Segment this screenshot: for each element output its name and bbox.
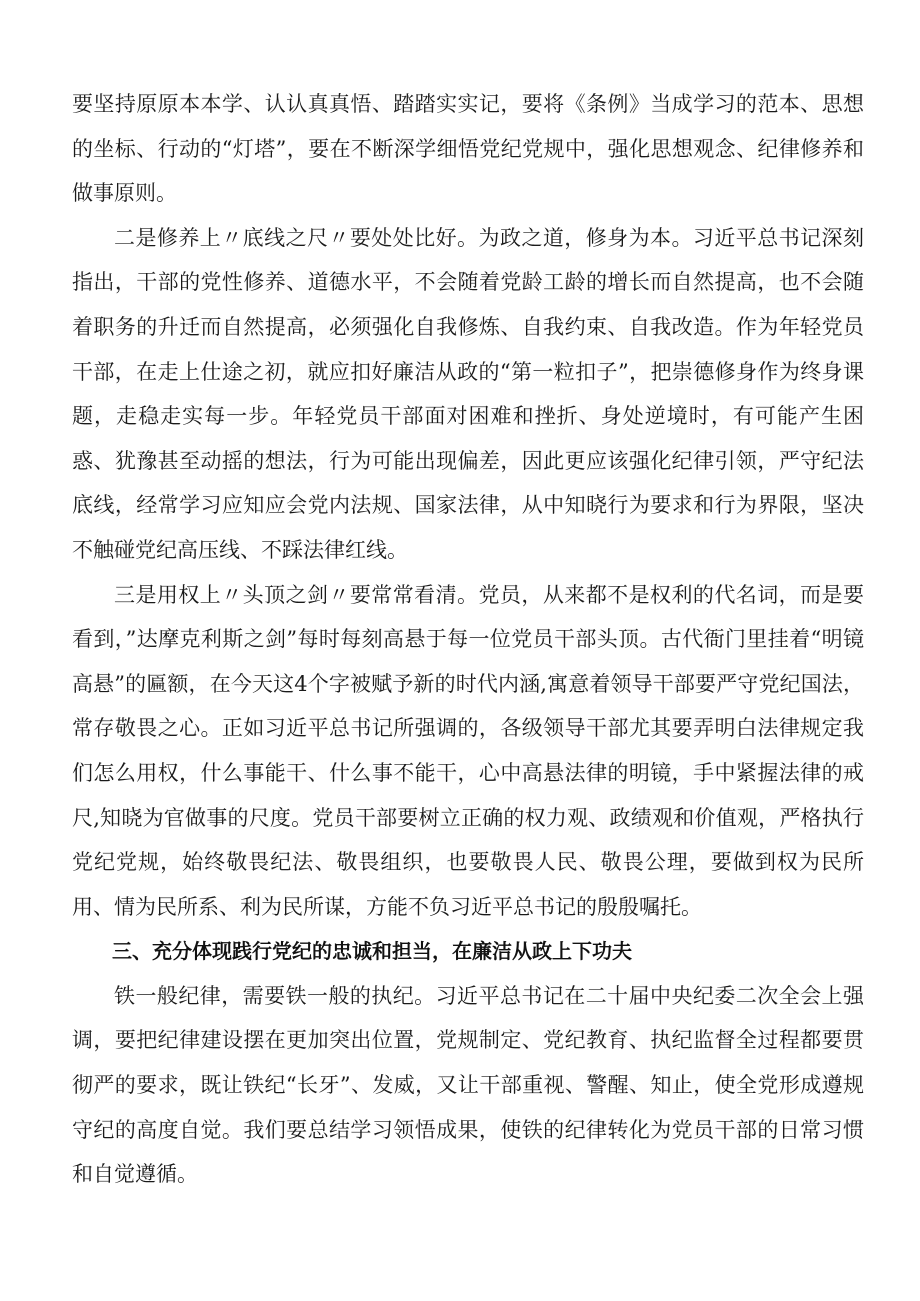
- paragraph-power-use: 三是用权上〃头顶之剑〃要常常看清。党员，从来都不是权利的代名词，而是要看到，”达摩克利斯之剑”每时每刻高悬于每一位党员干部头顶。古代衙门里挂着“明镜高悬”的匾额，在今天这4个字被赋予新的时代内涵,寓意着领导干部要严守党纪国法，常存敬畏之心。正如习近平总书记所强调的，各级领导干部尤其要弄明白法律规定我们怎么用权，什么事能干、什么事不能干，心中高悬法律的明镜，手中紧握法律的戒尺,知晓为官做事的尺度。党员干部要树立正确的权力观、政绩观和价值观，严格执行党纪党规，始终敬畏纪法、敬畏组织，也要敬畏人民、敬畏公理，要做到权为民所用、情为民所系、利为民所谋，方能不负习近平总书记的殷殷嘱托。: [72, 582, 864, 919]
- paragraph-continuation: 要坚持原原本本学、认认真真悟、踏踏实实记，要将《条例》当成学习的范本、思想的坐标、行动的“灯塔”，要在不断深学细悟党纪党规中，强化思想观念、纪律修养和做事原则。: [72, 92, 864, 206]
- paragraph-self-cultivation: 二是修养上〃底线之尺〃要处处比好。为政之道，修身为本。习近平总书记深刻指出，干部的党性修养、道德水平，不会随着党龄工龄的增长而自然提高，也不会随着职务的升迁而自然提高，必须强化自我修炼、自我约束、自我改造。作为年轻党员干部，在走上仕途之初，就应扣好廉洁从政的“第一粒扣子”，把崇德修身作为终身课题，走稳走实每一步。年轻党员干部面对困难和挫折、身处逆境时，有可能产生困惑、犹豫甚至动摇的想法，行为可能出现偏差，因此更应该强化纪律引领，严守纪法底线，经常学习应知应会党内法规、国家法律，从中知晓行为要求和行为界限，坚决不触碰党纪高压线、不踩法律红线。: [72, 225, 864, 562]
- document-page: [72, 82, 864, 1197]
- paragraph-discipline: 铁一般纪律，需要铁一般的执纪。习近平总书记在二十届中央纪委二次全会上强调，要把纪律建设摆在更加突出位置，党规制定、党纪教育、执纪监督全过程都要贯彻严的要求，既让铁纪“长牙”、发威，又让干部重视、警醒、知止，使全党形成遵规守纪的高度自觉。我们要总结学习领悟成果，使铁的纪律转化为党员干部的日常习惯和自觉遵循。: [72, 983, 864, 1187]
- section-heading: 三、充分体现践行党纪的忠诚和担当，在廉洁从政上下功夫: [112, 939, 632, 964]
